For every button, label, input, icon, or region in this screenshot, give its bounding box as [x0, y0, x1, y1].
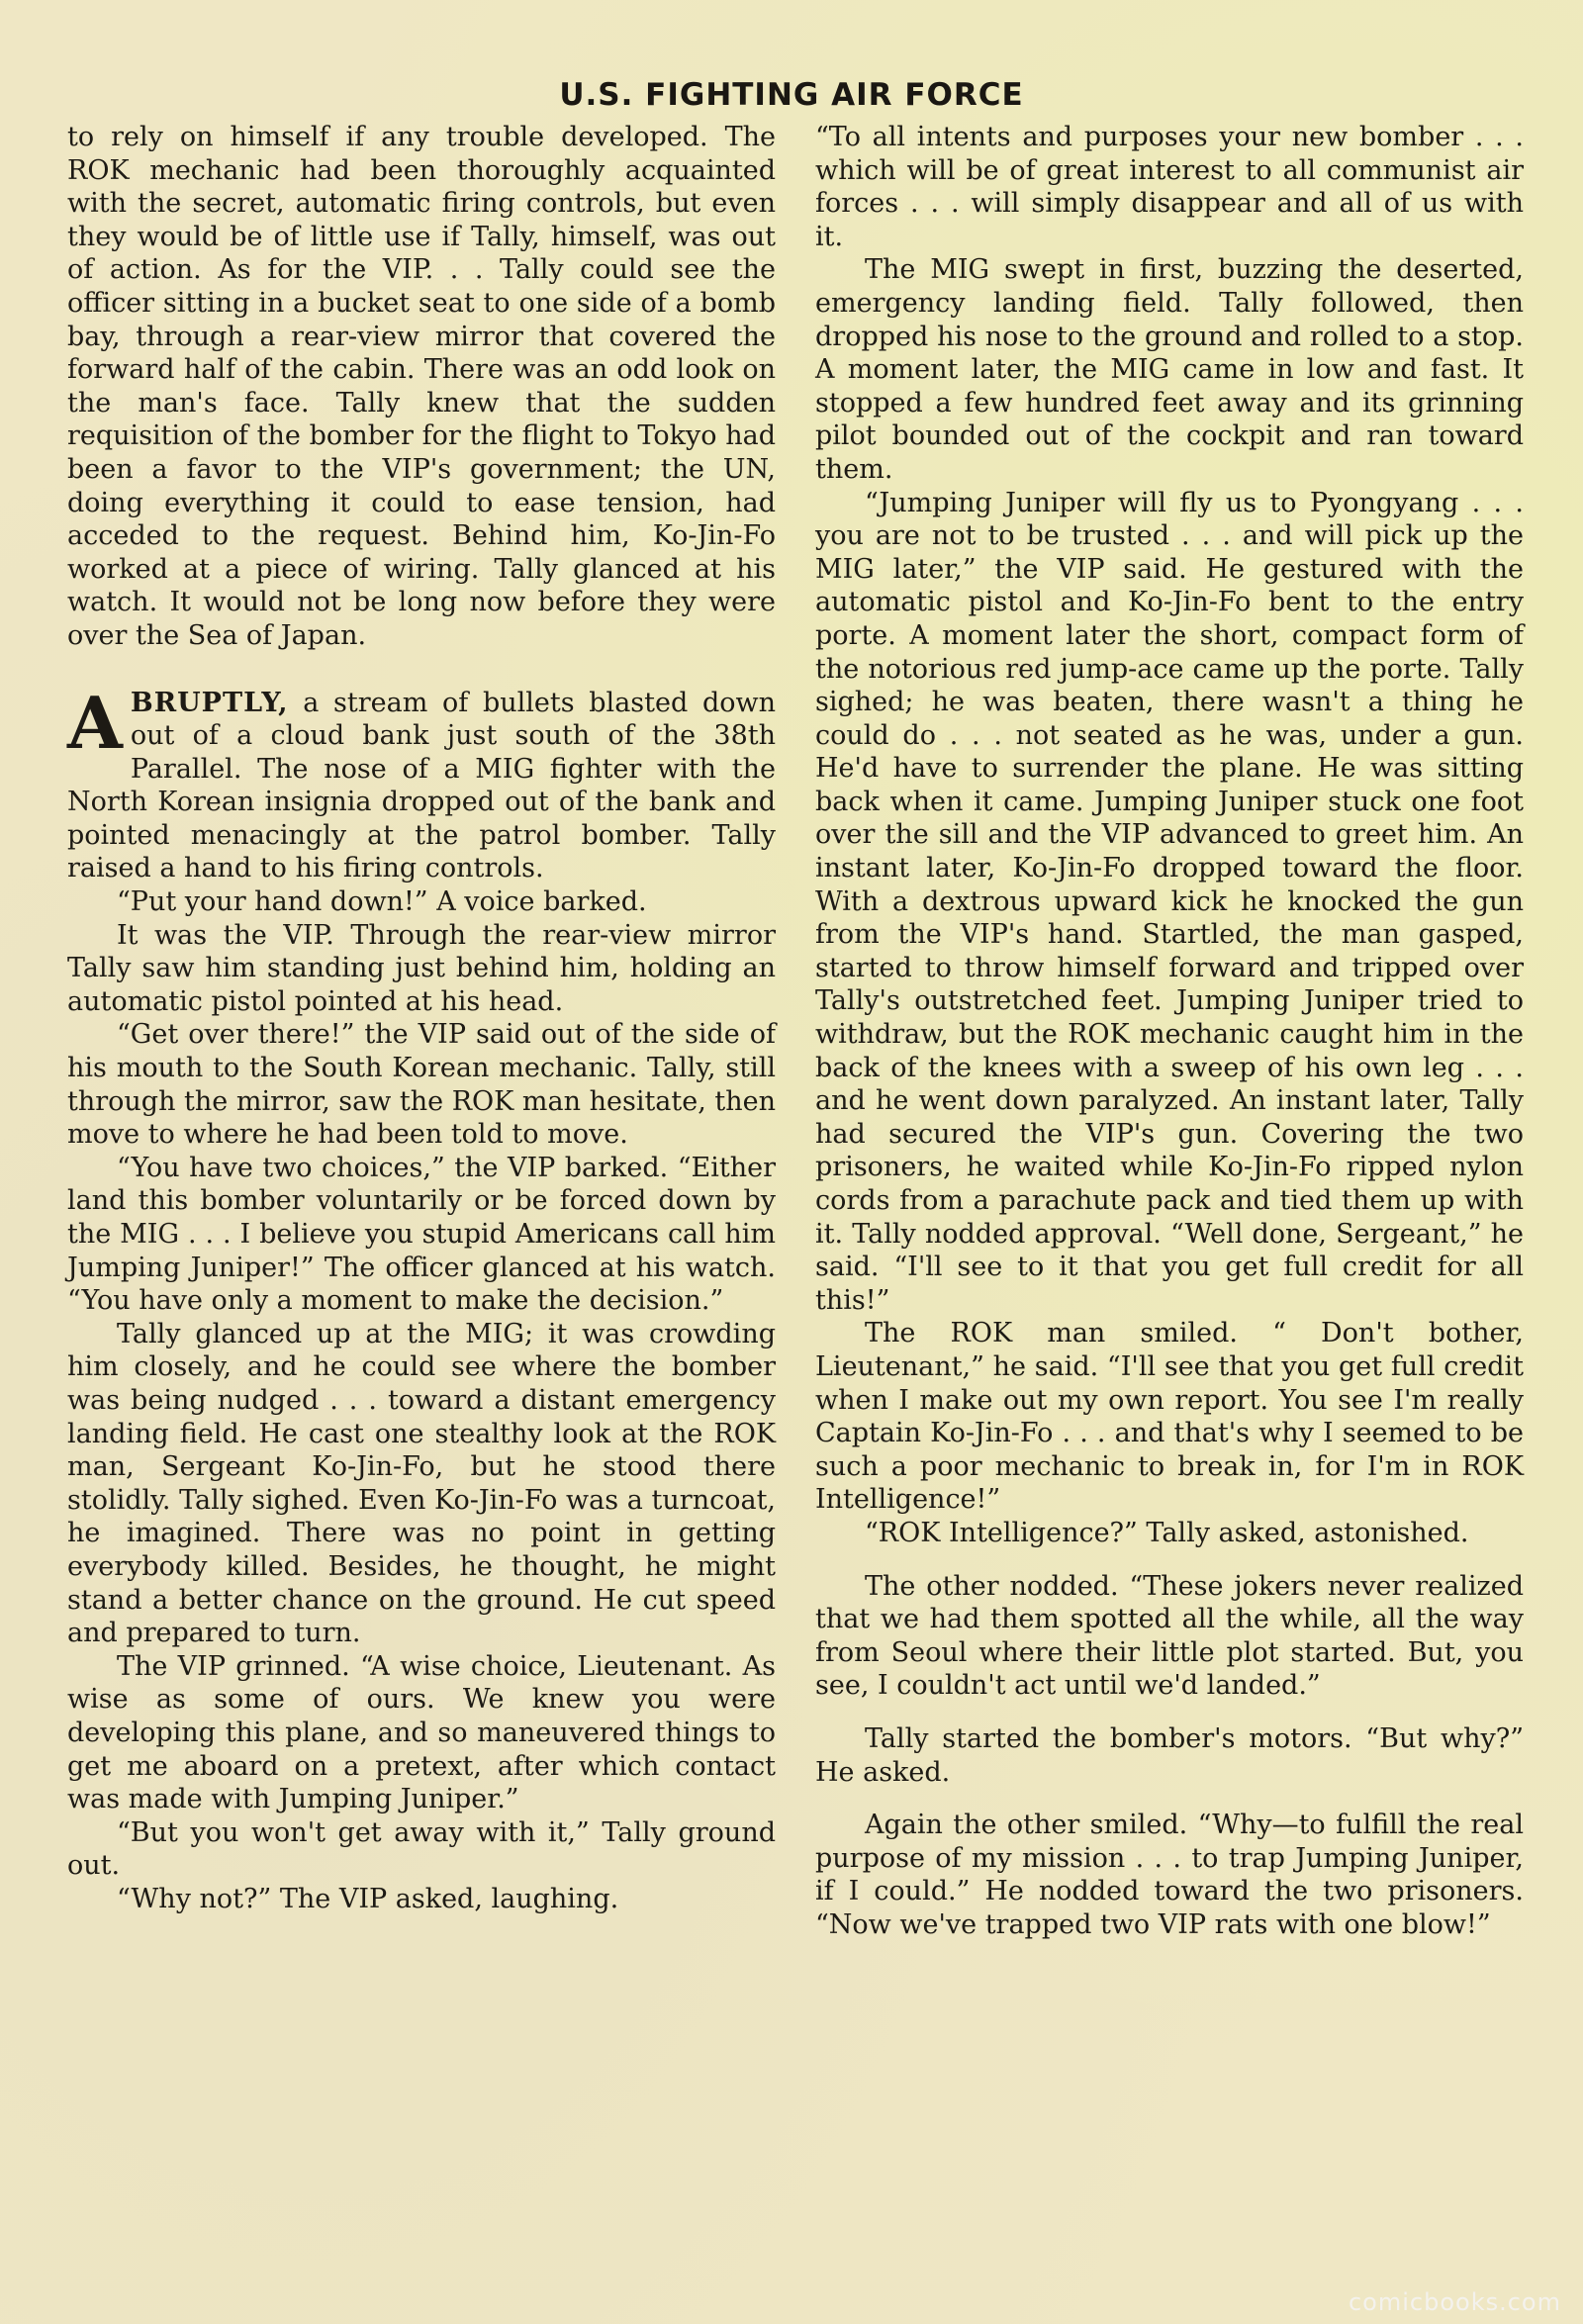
left-text-column — [67, 121, 776, 1915]
watermark: comicbooks.com — [1348, 2288, 1561, 2316]
paragraph: “To all intents and purposes your new bomber . . . which will be of great interest to all communist air forces . . . will simply disappear and all of us with it. — [815, 122, 1524, 252]
paragraph: It was the VIP. Through the rear-view mirror Tally saw him standing just behind him, holding an automatic pistol pointed at his head. — [67, 919, 776, 1017]
paragraph: “But you won't get away with it,” Tally ground out. — [67, 1816, 776, 1882]
paragraph-text: a stream of bullets blasted down out of a cloud bank just south of the 38th Parallel. The nose of a MIG fighter with the North Korean insignia dropped out of the bank and pointed menacingly at the patrol bomber. Tally raised a hand to his firing controls. — [67, 687, 776, 884]
paragraph: The other nodded. “These jokers never realized that we had them spotted all the while, all the way from Seoul where their little plot started. But, you see, I couldn't act until we'd landed.” — [815, 1570, 1524, 1702]
page-title: U.S. FIGHTING AIR FORCE — [559, 77, 1024, 113]
paragraph: “ROK Intelligence?” Tally asked, astonished. — [865, 1517, 1469, 1548]
paragraph: “Jumping Juniper will fly us to Pyongyang . . . you are not to be trusted . . . and will pick up the MIG later,” the VIP said. He gestured with the automatic pistol and Ko-Jin-Fo bent to the entry porte. A moment later the short, compact form of the notorious red jump-ace came up the porte. Tally sighed; he was beaten, there wasn't a thing he could do . . . not seated as he was, under a gun. He'd have to surrender the plane. He was sitting back when it came. Jumping Juniper stuck one foot over the sill and the VIP advanced to greet him. An instant later, Ko-Jin-Fo dropped toward the floor. With a dextrous upward kick he knocked the gun from the VIP's hand. Startled, the man gasped, started to throw himself forward and tripped over Tally's outstretched feet. Jumping Juniper tried to withdraw, but the ROK mechanic caught him in the back of the knees with a sweep of his own leg . . . and he went down paralyzed. An instant later, Tally had secured the VIP's gun. Covering the two prisoners, he waited while Ko-Jin-Fo ripped nylon cords from a parachute pack and tied them up with it. Tally nodded approval. “Well done, Sergeant,” he said. “I'll see to it that you get full credit for all this!” — [815, 487, 1524, 1316]
paragraph: “You have two choices,” the VIP barked. “Either land this bomber voluntarily or be forced down by the MIG . . . I believe you stupid Americans call him Jumping Juniper!” The officer glanced at his watch. “You have only a moment to make the decision.” — [67, 1152, 776, 1317]
drop-cap-letter: A — [67, 680, 123, 765]
paragraph: Tally started the bomber's motors. “But why?” He asked. — [815, 1722, 1524, 1788]
right-text-column — [815, 121, 1524, 1941]
paragraph: Again the other smiled. “Why—to fulfill the real purpose of my mission . . . to trap Jumping Juniper, if I could.” He nodded toward the two prisoners. “Now we've trapped two VIP rats with one blow!” — [815, 1810, 1524, 1940]
paragraph: The VIP grinned. “A wise choice, Lieutenant. As wise as some of ours. We knew you were developing this plane, and so maneuvered things to get me aboard on a pretext, after which contact was made with Jumping Juniper.” — [67, 1650, 776, 1815]
paragraph: Tally glanced up at the MIG; it was crowding him closely, and he could see where the bomber was being nudged . . . toward a distant emergency landing field. He cast one stealthy look at the ROK man, Sergeant Ko-Jin-Fo, but he stood there stolidly. Tally sighed. Even Ko-Jin-Fo was a turncoat, he imagined. There was no point in getting everybody killed. Besides, he thought, he might stand a better chance on the ground. He cut speed and prepared to turn. — [67, 1318, 776, 1649]
paragraph: to rely on himself if any trouble developed. The ROK mechanic had been thoroughly acquainted with the secret, automatic firing controls, but even they would be of little use if Tally, himself, was out of action. As for the VIP. . . Tally could see the officer sitting in a bucket seat to one side of a bomb bay, through a rear-view mirror that covered the forward half of the cabin. There was an odd look on the man's face. Tally knew that the sudden requisition of the bomber for the flight to Tokyo had been a favor to the VIP's government; the UN, doing everything it could to ease tension, had acceded to the request. Behind him, Ko-Jin-Fo worked at a piece of wiring. Tally glanced at his watch. It would not be long now before they were over the Sea of Japan. — [67, 122, 776, 651]
paragraph: “Put your hand down!” A voice barked. — [117, 886, 647, 918]
paragraph: “Get over there!” the VIP said out of the side of his mouth to the South Korean mechanic. Tally, still through the mirror, saw the ROK man hesitate, then move to where he had been told to move. — [67, 1019, 777, 1151]
paragraph: The ROK man smiled. “ Don't bother, Lieutenant,” he said. “I'll see that you get full credit when I make out my own report. You see I'm really Captain Ko-Jin-Fo . . . and that's why I seemed to be such a poor mechanic to break in, for I'm in ROK Intelligence!” — [815, 1318, 1524, 1516]
drop-cap-lead: BRUPTLY, — [130, 687, 289, 718]
paragraph-dropcap — [67, 680, 776, 886]
paragraph: “Why not?” The VIP asked, laughing. — [117, 1883, 619, 1914]
paragraph: The MIG swept in first, buzzing the deserted, emergency landing field. Tally followed, then dropped his nose to the ground and rolled to a stop. A moment later, the MIG came in low and fast. It stopped a few hundred feet away and its grinning pilot bounded out of the cockpit and ran toward them. — [815, 254, 1524, 485]
